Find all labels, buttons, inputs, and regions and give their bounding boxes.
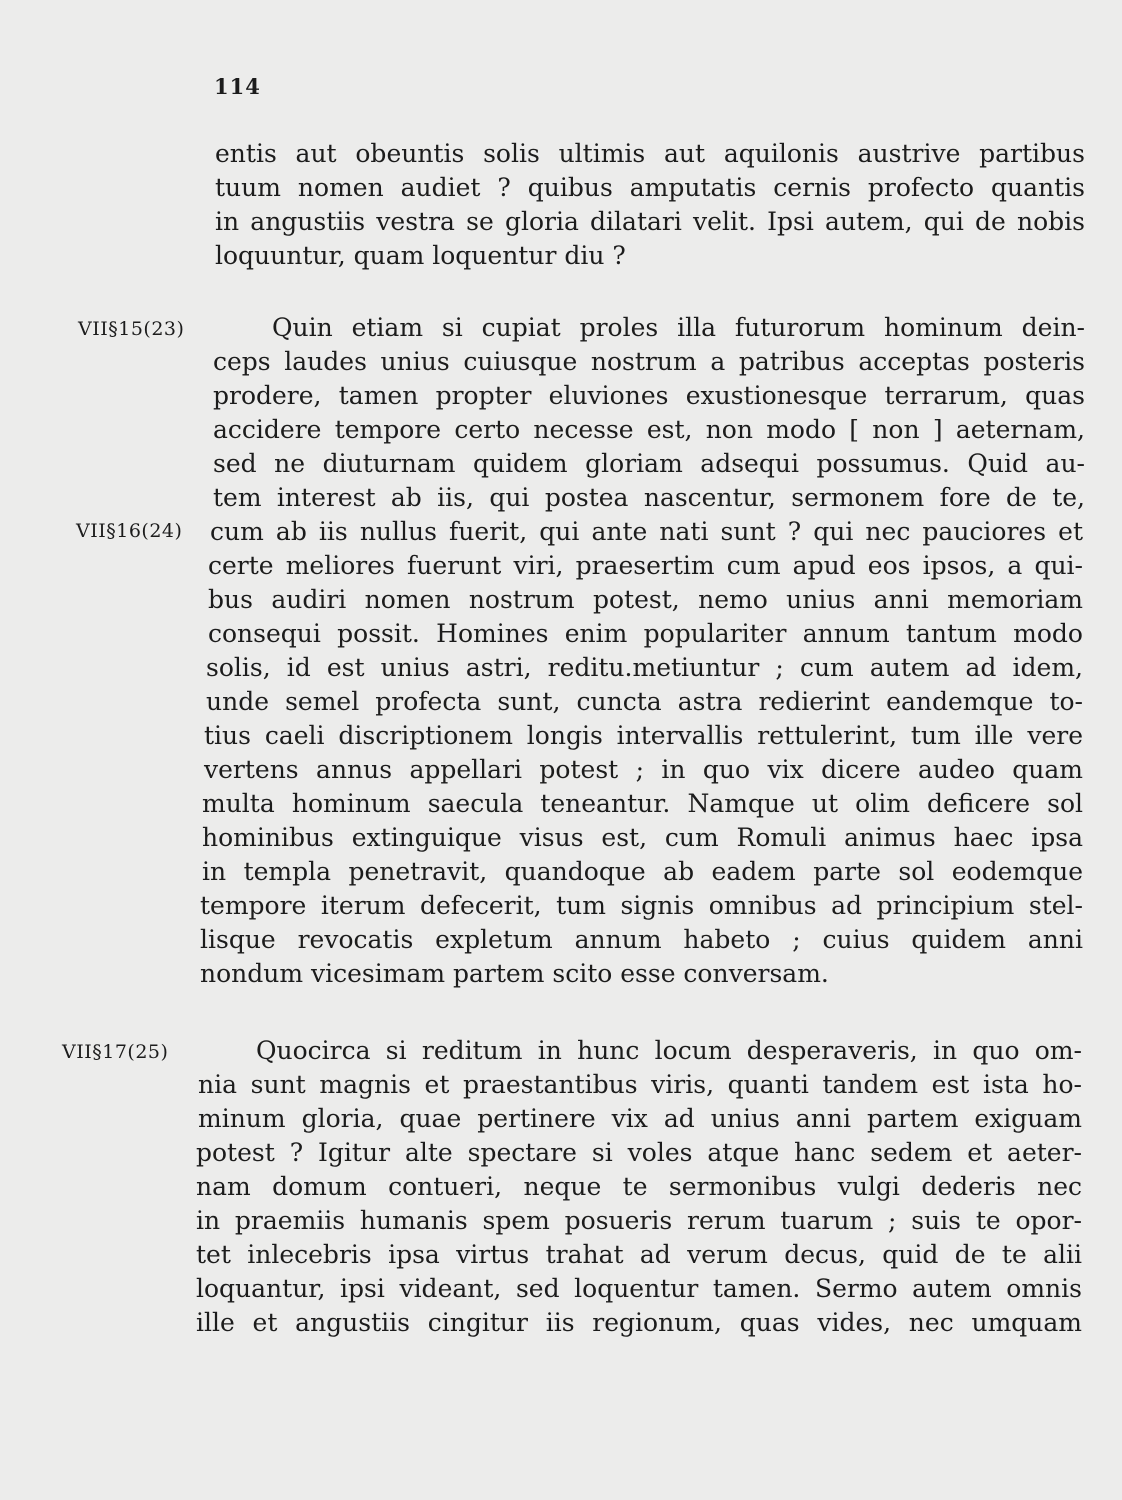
text-line: tempore iterum defecerit, tum signis omnibus ad principium stel- <box>200 891 1083 920</box>
text-line: accidere tempore certo necesse est, non modo [ non ] aeternam, <box>213 415 1085 444</box>
text-line: bus audiri nomen nostrum potest, nemo unius anni memoriam <box>208 585 1083 614</box>
page-number: 114 <box>214 74 261 99</box>
margin-reference: VII§17(25) <box>62 1041 169 1063</box>
text-line: tet inlecebris ipsa virtus trahat ad verum decus, quid de te alii <box>196 1240 1082 1269</box>
text-line: multa hominum saecula teneantur. Namque ut olim deficere sol <box>202 789 1083 818</box>
text-line: tius caeli discriptionem longis intervallis rettulerint, tum ille vere <box>204 721 1083 750</box>
text-line: minum gloria, quae pertinere vix ad unius anni partem exiguam <box>198 1104 1082 1133</box>
margin-reference: VII§15(23) <box>78 318 185 340</box>
text-line: in praemiis humanis spem posueris rerum tuarum ; suis te opor- <box>196 1206 1082 1235</box>
text-line: ceps laudes unius cuiusque nostrum a patribus acceptas posteris <box>213 347 1085 376</box>
text-line: solis, id est unius astri, reditu.metiuntur ; cum autem ad idem, <box>206 653 1083 682</box>
text-line: nia sunt magnis et praestantibus viris, quanti tandem est ista ho- <box>198 1070 1082 1099</box>
text-line: unde semel profecta sunt, cuncta astra redierint eandemque to- <box>206 687 1083 716</box>
text-line: potest ? Igitur alte spectare si voles atque hanc sedem et aeter- <box>196 1138 1082 1167</box>
text-line: hominibus extinguique visus est, cum Romuli animus haec ipsa <box>202 823 1083 852</box>
text-line: Quocirca si reditum in hunc locum desperaveris, in quo om- <box>256 1036 1082 1065</box>
text-line: tem interest ab iis, qui postea nascentur, sermonem fore de te, <box>213 483 1085 512</box>
margin-reference: VII§16(24) <box>76 520 183 542</box>
text-line: vertens annus appellari potest ; in quo vix dicere audeo quam <box>204 755 1083 784</box>
text-line: sed ne diuturnam quidem gloriam adsequi possumus. Quid au- <box>213 449 1085 478</box>
text-line: loquantur, ipsi videant, sed loquentur tamen. Sermo autem omnis <box>196 1274 1082 1303</box>
text-line: loquuntur, quam loquentur diu ? <box>215 241 626 270</box>
text-line: in templa penetravit, quandoque ab eadem parte sol eodemque <box>202 857 1083 886</box>
text-line: nondum vicesimam partem scito esse conversam. <box>200 959 829 988</box>
text-line: ille et angustiis cingitur iis regionum, quas vides, nec umquam <box>196 1308 1082 1337</box>
text-line: certe meliores fuerunt viri, praesertim cum apud eos ipsos, a qui- <box>208 551 1083 580</box>
text-line: Quin etiam si cupiat proles illa futurorum hominum dein- <box>272 313 1085 342</box>
text-line: cum ab iis nullus fuerit, qui ante nati sunt ? qui nec pauciores et <box>210 517 1083 546</box>
text-line: nam domum contueri, neque te sermonibus vulgi dederis nec <box>196 1172 1082 1201</box>
text-line: lisque revocatis expletum annum habeto ; cuius quidem anni <box>200 925 1083 954</box>
text-line: entis aut obeuntis solis ultimis aut aquilonis austrive partibus <box>215 139 1085 168</box>
text-line: tuum nomen audiet ? quibus amputatis cernis profecto quantis <box>215 173 1085 202</box>
text-line: consequi possit. Homines enim populariter annum tantum modo <box>208 619 1083 648</box>
text-line: prodere, tamen propter eluviones exustionesque terrarum, quas <box>213 381 1085 410</box>
text-line: in angustiis vestra se gloria dilatari velit. Ipsi autem, qui de nobis <box>215 207 1085 236</box>
